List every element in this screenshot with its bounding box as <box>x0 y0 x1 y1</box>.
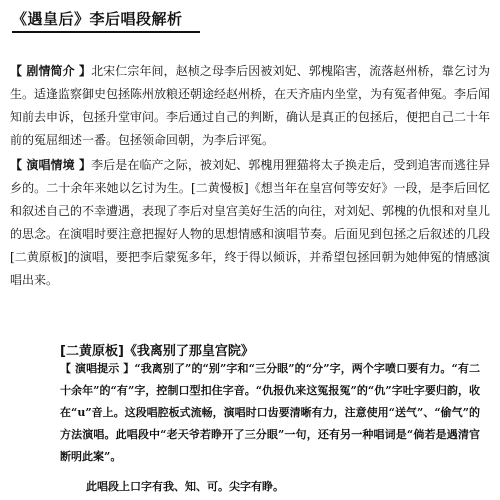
page-title: 《遇皇后》李后唱段解析 <box>12 10 183 28</box>
singing-tip-paragraph <box>60 358 480 468</box>
performance-context-text: 李后是在临产之际，被刘妃、郭槐用狸猫将太子换走后，受到追害而逃往异乡的。二十余年来她以乞讨为生。[二黄慢板]《想当年在皇宫何等安好》一段，是李后回忆和叙述自己的不幸遭遇，表现了李后对皇宫美好生活的向往，对刘妃、郭槐的仇恨和对皇儿的思念。在演唱时要注意把握好人物的思想情感和演唱节奏。后面见到包拯之后叙述的几段[二黄原板]的演唱，要把李后蒙冤多年，终于得以倾诉，并希望包拯回朝为她伸冤的情感演唱出来。 <box>10 158 491 287</box>
plot-summary-paragraph <box>10 60 490 152</box>
plot-summary-text: 北宋仁宗年间，赵桢之母李后因被刘妃、郭槐陷害，流落赵州桥，靠乞讨为生。适逢监察御史包拯陈州放粮还朝途经赵州桥，在天齐庙内坐堂，为有冤者伸冤。李后闻知前去申诉，包拯升堂审问。李后通过自己的判断，确认是真正的包拯后，便把自己二十年前的冤屈细述一番。包拯领命回朝，为李后评冤。 <box>10 64 491 147</box>
section-title: [二黄原板]《我离别了那皇宫院》 <box>60 344 254 359</box>
title-underline <box>12 31 200 33</box>
plot-summary-label: 【 剧情简介 】 <box>10 64 92 78</box>
performance-context-paragraph <box>10 154 490 292</box>
performance-context-label: 【 演唱情境 】 <box>10 158 92 172</box>
singing-tip-label: 【 演唱提示 】 <box>60 362 135 375</box>
title-block <box>12 8 242 33</box>
pronunciation-note: 此唱段上口字有我、知、可。尖字有睁。 <box>86 480 284 493</box>
singing-tip-text: “我离别了”的“别”字和“三分眼”的“分”字，两个字喷口要有力。“有二十余年”的“有”字，控制口型扣住字音。“仇报仇来这冤报冤”的“仇”字吐字要归韵，收在“u”音上。这段唱腔板式流畅，演唱时口齿要清晰有力，注意使用“送气”、“偷气”的方法演唱。此唱段中“老天爷若睁开了三分眼”一句，还有另一种唱词是“倘若是遇清官断明此案”。 <box>60 362 480 463</box>
